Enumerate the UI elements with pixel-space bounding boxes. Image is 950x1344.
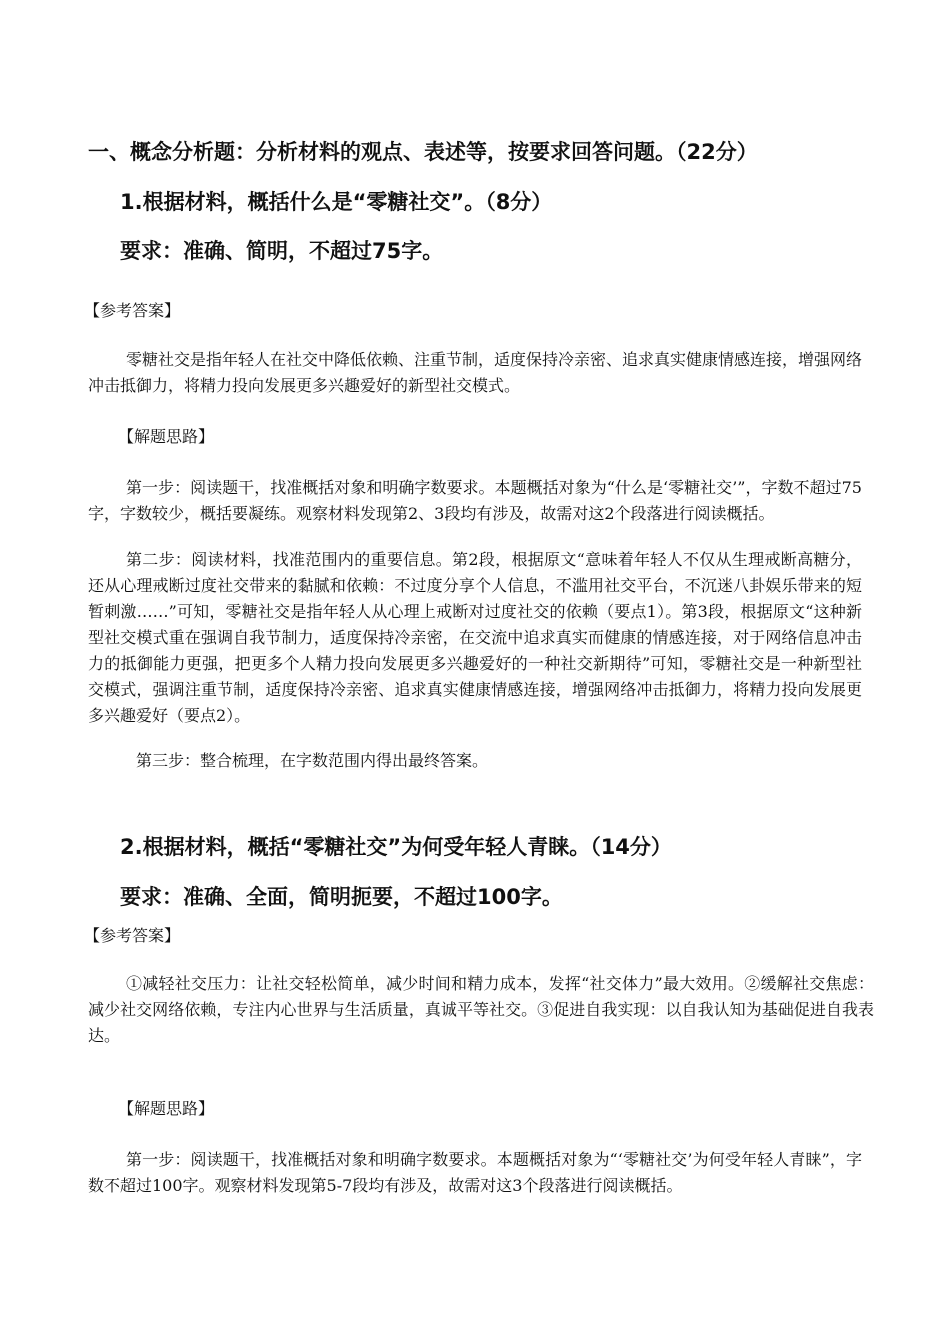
- question-2-answer-label: 【参考答案】: [84, 926, 181, 945]
- question-1-reasoning-label: 【解题思路】: [118, 427, 215, 446]
- question-1-answer-label: 【参考答案】: [84, 301, 181, 320]
- question-2-reasoning-label: 【解题思路】: [118, 1099, 215, 1118]
- question-1-step-3: 第三步：整合梳理，在字数范围内得出最终答案。: [136, 751, 489, 770]
- section-heading: 一、概念分析题：分析材料的观点、表述等，按要求回答问题。（22分）: [88, 140, 758, 164]
- question-1-title: 1.根据材料，概括什么是“零糖社交”。（8分）: [120, 190, 553, 214]
- question-1-step-1: 第一步：阅读题干，找准概括对象和明确字数要求。本题概括对象为“什么是‘零糖社交’”，字数不超过75字，字数较少，概括要凝练。观察材料发现第2、3段均有涉及，故需对这2个段落进行阅读概括。: [88, 478, 862, 523]
- question-2-step-1: 第一步：阅读题干，找准概括对象和明确字数要求。本题概括对象为“‘零糖社交’为何受年轻人青睐”，字数不超过100字。观察材料发现第5-7段均有涉及，故需对这3个段落进行阅读概括。: [88, 1150, 862, 1195]
- question-1-step-2: 第二步：阅读材料，找准范围内的重要信息。第2段，根据原文“意味着年轻人不仅从生理戒断高糖分，还从心理戒断过度社交带来的黏腻和依赖：不过度分享个人信息，不滥用社交平台，不沉迷八卦娱乐带来的短暂刺激……”可知，零糖社交是指年轻人从心理上戒断对过度社交的依赖（要点1）。第3段，根据原文“这种新型社交模式重在强调自我节制力，适度保持冷亲密，在交流中追求真实而健康的情感连接，对于网络信息冲击力的抵御能力更强，把更多个人精力投向发展更多兴趣爱好的一种社交新期待”可知，零糖社交是一种新型社交模式，强调注重节制，适度保持冷亲密、追求真实健康情感连接，增强网络冲击抵御力，将精力投向发展更多兴趣爱好（要点2）。: [88, 550, 862, 725]
- question-2-requirement: 要求：准确、全面，简明扼要，不超过100字。: [120, 885, 563, 909]
- question-2-answer: ①减轻社交压力：让社交轻松简单，减少时间和精力成本，发挥“社交体力”最大效用。②缓解社交焦虑：减少社交网络依赖，专注内心世界与生活质量，真诚平等社交。③促进自我实现：以自我认知为基础促进自我表达。: [88, 974, 874, 1045]
- question-1-answer: 零糖社交是指年轻人在社交中降低依赖、注重节制，适度保持冷亲密、追求真实健康情感连接，增强网络冲击抵御力，将精力投向发展更多兴趣爱好的新型社交模式。: [88, 350, 863, 395]
- question-2-title: 2.根据材料，概括“零糖社交”为何受年轻人青睐。（14分）: [120, 835, 672, 859]
- question-1-requirement: 要求：准确、简明，不超过75字。: [120, 239, 444, 263]
